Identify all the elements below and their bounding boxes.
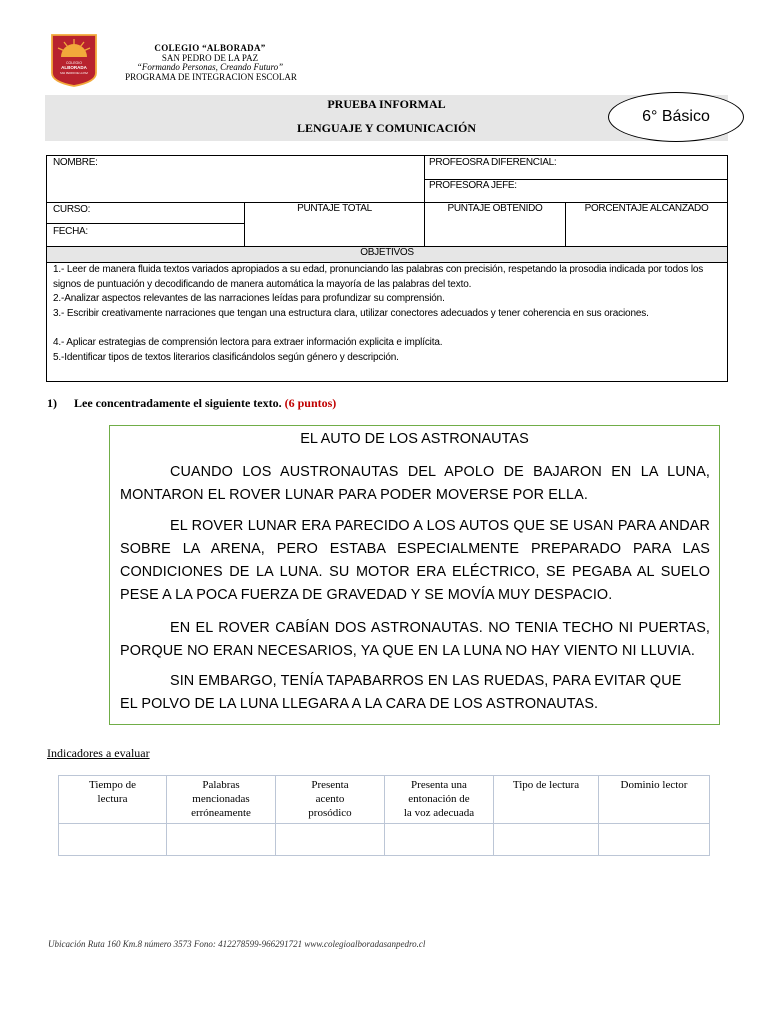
- question-text: Lee concentradamente el siguiente texto.: [74, 396, 282, 410]
- objective-5: 5.-Identificar tipos de textos literarios clasificándolos según género y descripción.: [53, 352, 399, 363]
- total-score-label: PUNTAJE TOTAL: [297, 203, 372, 214]
- obtained-score-label: PUNTAJE OBTENIDO: [447, 203, 543, 214]
- indicators-label: Indicadores a evaluar: [47, 746, 150, 760]
- indicator-header-reading-mastery: Dominio lector: [599, 776, 710, 824]
- indicator-header-wrong-words: Palabras mencionadas erróneamente: [167, 776, 276, 824]
- indicators-score-row: [59, 824, 710, 856]
- logo-text-1: COLEGIO: [66, 61, 82, 65]
- indicator-cell[interactable]: [599, 824, 710, 856]
- objectives-label: OBJETIVOS: [360, 247, 414, 258]
- reading-paragraph-1: CUANDO LOS AUSTRONAUTAS DEL APOLO DE BAJARON EN LA LUNA, MONTARON EL ROVER LUNAR PARA PODER MOVERSE POR ELLA.: [120, 464, 710, 503]
- question-number: 1): [47, 396, 57, 410]
- indicator-header-reading-type: Tipo de lectura: [494, 776, 599, 824]
- percentage-label: PORCENTAJE ALCANZADO: [584, 203, 709, 214]
- date-label: FECHA:: [53, 226, 88, 237]
- school-city: SAN PEDRO DE LA PAZ: [161, 53, 259, 63]
- objective-4: 4.- Aplicar estrategias de comprensión lectora para extraer información explicita e implícita.: [53, 337, 443, 348]
- objective-2: 2.-Analizar aspectos relevantes de las narraciones leídas para profundizar su comprensión.: [53, 293, 445, 304]
- head-teacher-label: PROFESORA JEFE:: [429, 180, 517, 191]
- reading-paragraph-2: EL ROVER LUNAR ERA PARECIDO A LOS AUTOS QUE SE USAN PARA ANDAR SOBRE LA ARENA, PERO ESTABA ESPECIALMENTE PREPARADO PARA LAS CONDICIONES DE LA LUNA. SU MOTOR ERA ELÉCTRICO, SE PEGABA AL SUELO PESE A LA POCA FUERZA DE GRAVEDAD Y SE MOVÍA MUY DESPACIO.: [120, 518, 710, 603]
- logo-text-2: ALBORADA: [61, 65, 87, 70]
- indicators-header-row: [59, 776, 710, 824]
- footer-address: Ubicación Ruta 160 Km.8 número 3573 Fono: 412278599-966291721 www.colegioalboradasanpedro.cl: [48, 939, 426, 949]
- indicator-cell[interactable]: [276, 824, 385, 856]
- grade-badge: [608, 92, 744, 142]
- indicator-header-intonation: Presenta una entonación de la voz adecuada: [385, 776, 494, 824]
- objective-3: 3.- Escribir creativamente narraciones que tengan una estructura clara, utilizar conectores adecuados y tener coherencia en sus oraciones.: [53, 308, 649, 319]
- reading-paragraph-4: SIN EMBARGO, TENÍA TAPABARROS EN LAS RUEDAS, PARA EVITAR QUE EL POLVO DE LA LUNA LLEGARA A LA CARA DE LOS ASTRONAUTAS.: [120, 673, 682, 712]
- student-info-table: [46, 155, 728, 382]
- indicator-cell[interactable]: [385, 824, 494, 856]
- school-logo: [49, 33, 99, 87]
- school-motto: “Formando Personas, Creando Futuro”: [136, 62, 284, 72]
- reading-paragraph-3: EN EL ROVER CABÍAN DOS ASTRONAUTAS. NO TENIA TECHO NI PUERTAS, PORQUE NO ERAN NECESARIOS, YA QUE EN LA LUNA NO HAY VIENTO NI LLUVIA.: [120, 620, 710, 659]
- grade-text: 6° Básico: [642, 108, 710, 125]
- question-points: (6 puntos): [284, 396, 337, 410]
- indicator-header-prosodic-accent: Presenta acento prosódico: [276, 776, 385, 824]
- logo-text-3: SAN PEDRO DE LA PAZ: [60, 72, 88, 75]
- school-program: PROGRAMA DE INTEGRACION ESCOLAR: [125, 72, 297, 82]
- indicator-header-reading-time: Tiempo de lectura: [59, 776, 167, 824]
- question-instruction: [47, 396, 336, 411]
- indicator-cell[interactable]: [494, 824, 599, 856]
- differential-teacher-label: PROFEOSRA DIFERENCIAL:: [429, 157, 557, 168]
- school-name: COLEGIO “ALBORADA”: [154, 43, 266, 53]
- reading-title: EL AUTO DE LOS ASTRONAUTAS: [300, 431, 529, 447]
- objective-1: 1.- Leer de manera fluida textos variados apropiados a su edad, pronunciando las palabras con precisión, respetando la prosodia indicada por todos los signos de puntuación y decodificando de manera automática la mayoría de las palabras del texto.: [53, 264, 704, 290]
- indicator-cell[interactable]: [167, 824, 276, 856]
- name-label: NOMBRE:: [53, 157, 98, 168]
- test-title: PRUEBA INFORMAL: [327, 97, 446, 111]
- indicator-cell[interactable]: [59, 824, 167, 856]
- test-subject: LENGUAJE Y COMUNICACIÓN: [296, 121, 477, 135]
- indicators-table: [58, 775, 710, 856]
- course-label: CURSO:: [53, 204, 91, 215]
